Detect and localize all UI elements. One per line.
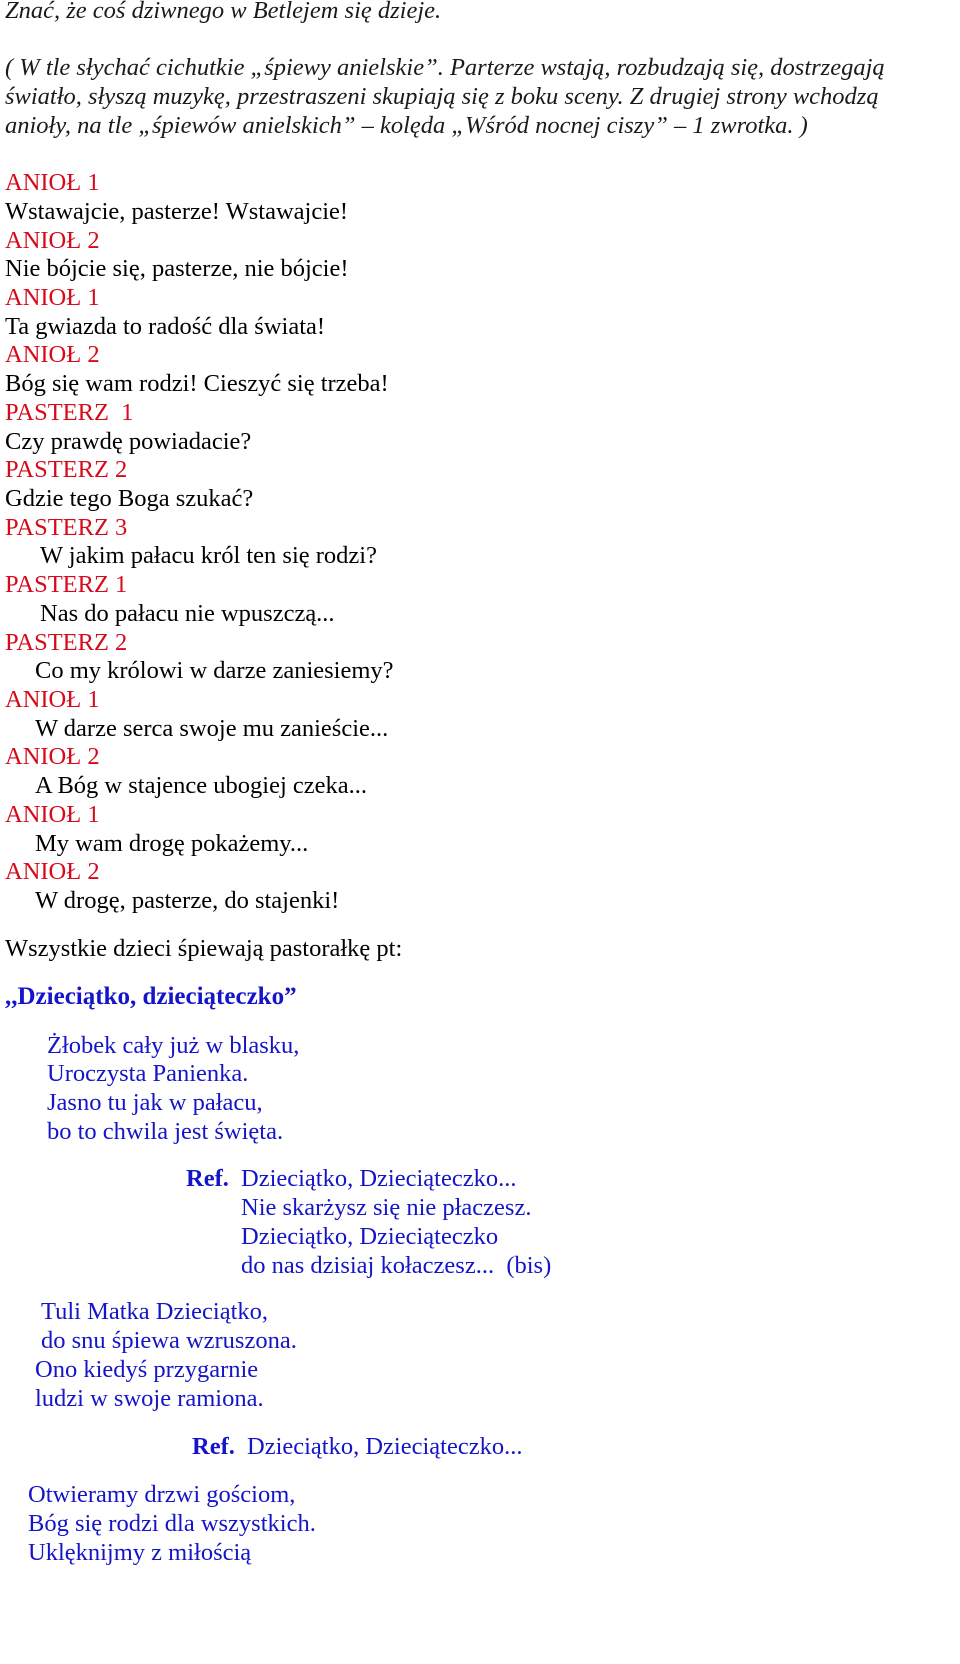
speaker-label: PASTERZ 2 <box>5 629 128 656</box>
speech-line: Co my królowi w darze zaniesiemy? <box>35 657 394 684</box>
refrain2-text: Dzieciątko, Dzieciąteczko... <box>247 1433 523 1460</box>
speaker-label: ANIOŁ 1 <box>5 169 100 196</box>
verse3-line: Otwieramy drzwi gościom, <box>28 1481 296 1508</box>
speech-line: Gdzie tego Boga szukać? <box>5 485 254 512</box>
speech-line: My wam drogę pokażemy... <box>35 830 309 857</box>
speaker-label: PASTERZ 1 <box>5 571 128 598</box>
speaker-label: PASTERZ 1 <box>5 399 134 426</box>
verse2-line: Ono kiedyś przygarnie <box>35 1356 259 1383</box>
speaker-label: ANIOŁ 2 <box>5 858 100 885</box>
refrain-line: do nas dzisiaj kołaczesz... (bis) <box>241 1252 552 1279</box>
verse3-line: Bóg się rodzi dla wszystkich. <box>28 1510 316 1537</box>
verse3-line: Uklęknijmy z miłością <box>28 1539 252 1566</box>
verse1-line: Uroczysta Panienka. <box>47 1060 249 1087</box>
refrain-line: Dzieciątko, Dzieciąteczko... <box>241 1165 517 1192</box>
speech-line: W drogę, pasterze, do stajenki! <box>35 887 340 914</box>
speech-line: Ta gwiazda to radość dla świata! <box>5 313 326 340</box>
ref-label: Ref. <box>192 1433 235 1460</box>
verse1-line: bo to chwila jest święta. <box>47 1118 284 1145</box>
stage-direction-line-2: światło, słyszą muzykę, przestraszeni skupiają się z boku sceny. Z drugiej strony wchodzą <box>5 83 879 110</box>
speech-line: Bóg się wam rodzi! Cieszyć się trzeba! <box>5 370 389 397</box>
speech-line: W jakim pałacu król ten się rodzi? <box>40 542 377 569</box>
speech-line: Nas do pałacu nie wpuszczą... <box>40 600 335 627</box>
speaker-label: ANIOŁ 1 <box>5 686 100 713</box>
top-line: Znać, że coś dziwnego w Betlejem się dzieje. <box>5 0 442 24</box>
stage-direction-line-1: ( W tle słychać cichutkie „śpiewy anielskie”. Parterze wstają, rozbudzają się, dostrzegają <box>5 54 885 81</box>
speech-line: Czy prawdę powiadacie? <box>5 428 252 455</box>
speech-line: W darze serca swoje mu zanieście... <box>35 715 389 742</box>
speaker-label: ANIOŁ 2 <box>5 743 100 770</box>
speaker-label: PASTERZ 2 <box>5 456 128 483</box>
stage-direction-line-3: anioły, na tle „śpiewów anielskich” – kolęda „Wśród nocnej ciszy” – 1 zwrotka. ) <box>5 112 808 139</box>
speaker-label: ANIOŁ 1 <box>5 284 100 311</box>
verse2-line: do snu śpiewa wzruszona. <box>41 1327 297 1354</box>
refrain-line: Nie skarżysz się nie płaczesz. <box>241 1194 532 1221</box>
verse2-line: ludzi w swoje ramiona. <box>35 1385 264 1412</box>
speaker-label: ANIOŁ 2 <box>5 341 100 368</box>
refrain-line: Dzieciątko, Dzieciąteczko <box>241 1223 499 1250</box>
verse1-line: Żłobek cały już w blasku, <box>47 1032 300 1059</box>
refrain-first-line <box>186 1164 516 1194</box>
refrain2-line <box>192 1432 522 1462</box>
verse1-line: Jasno tu jak w pałacu, <box>47 1089 263 1116</box>
speech-line: Wstawajcie, pasterze! Wstawajcie! <box>5 198 349 225</box>
song-title: ,,Dzieciątko, dzieciąteczko” <box>5 983 297 1010</box>
verse2-line: Tuli Matka Dzieciątko, <box>41 1298 269 1325</box>
song-intro: Wszystkie dzieci śpiewają pastorałkę pt: <box>5 935 403 962</box>
speech-line: A Bóg w stajence ubogiej czeka... <box>35 772 368 799</box>
ref-label: Ref. <box>186 1165 229 1192</box>
speaker-label: ANIOŁ 2 <box>5 227 100 254</box>
speaker-label: PASTERZ 3 <box>5 514 128 541</box>
speech-line: Nie bójcie się, pasterze, nie bójcie! <box>5 255 349 282</box>
speaker-label: ANIOŁ 1 <box>5 801 100 828</box>
